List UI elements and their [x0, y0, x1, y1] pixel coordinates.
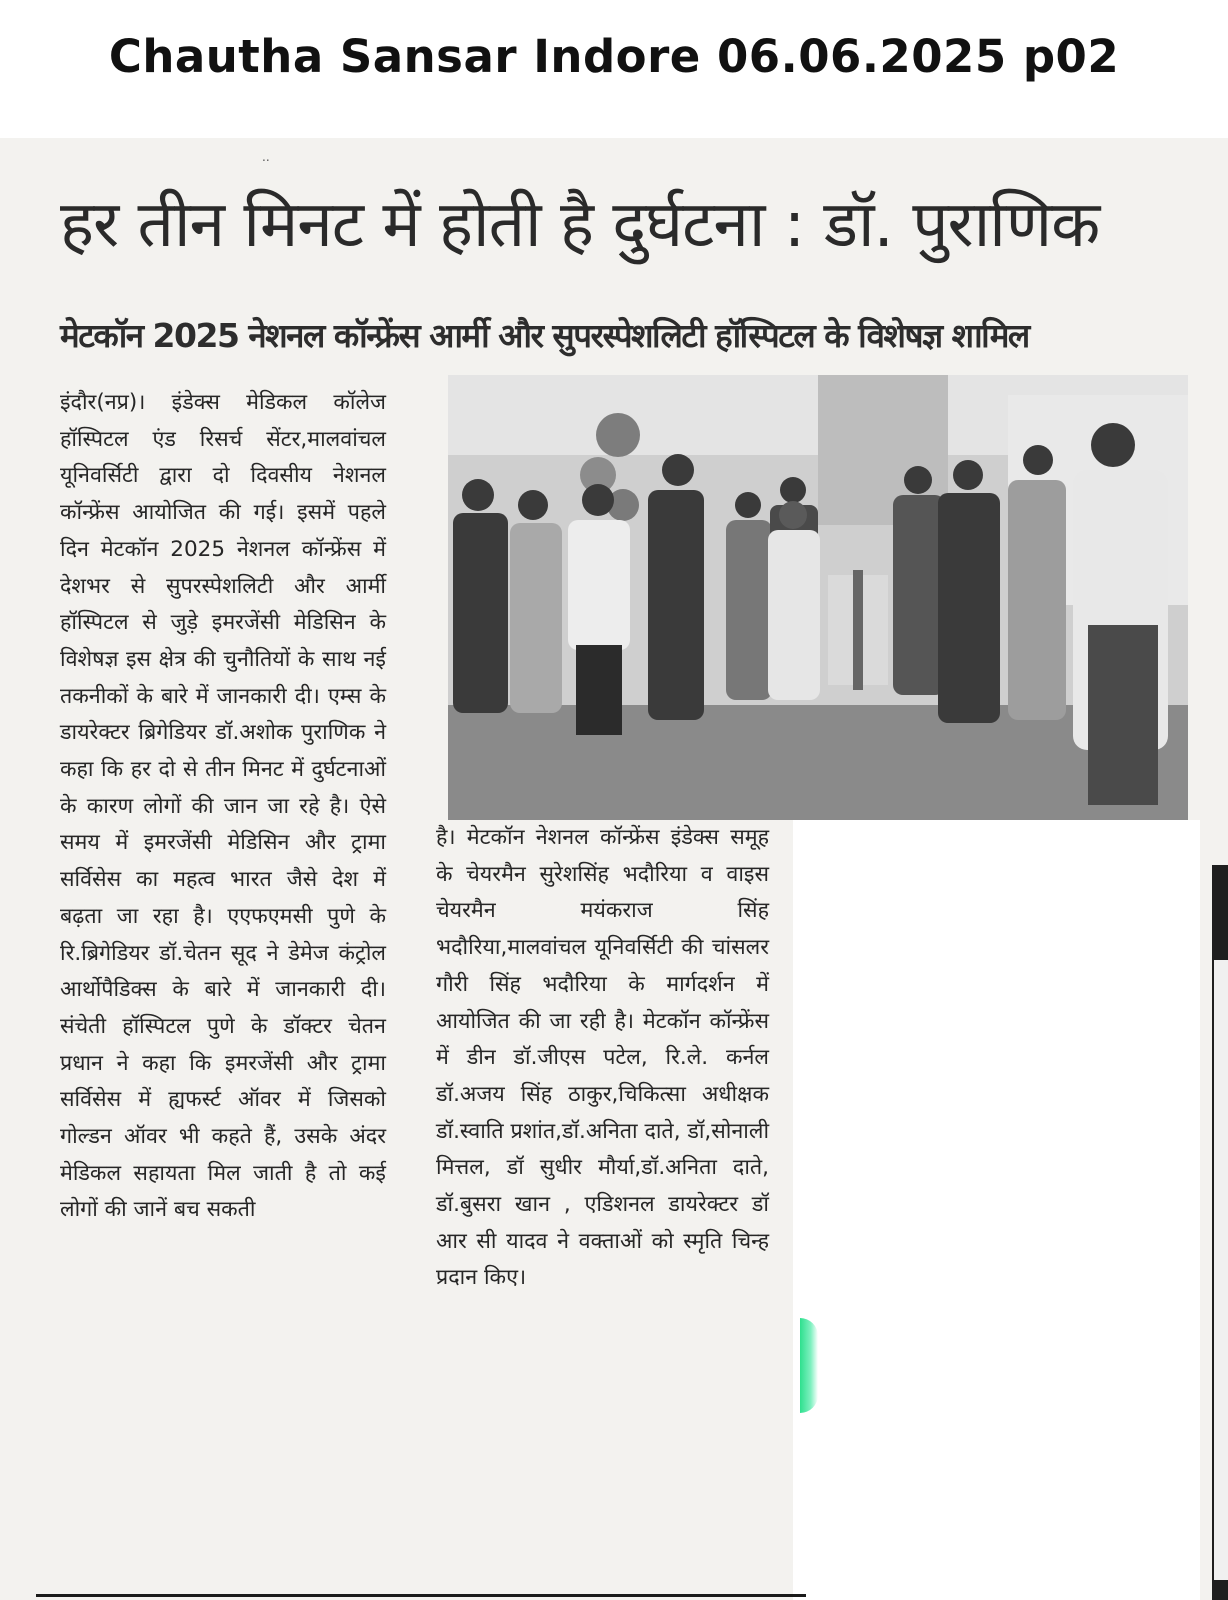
article-photo — [448, 375, 1188, 820]
headline: हर तीन मिनट में होती है दुर्घटना : डॉ. पुराणिक — [60, 188, 1100, 262]
column-rule — [36, 1594, 806, 1597]
print-mark: .. — [262, 150, 270, 164]
highlight-mark — [800, 1318, 818, 1413]
article-text-middle: है। मेटकॉन नेशनल कॉन्फ्रेंस इंडेक्स समूह के चेयरमैन सुरेशसिंह भदौरिया व वाइस चेयरमैन मयंकराज सिंह भदौरिया,मालवांचल यूनिवर्सिटी की चांसलर गौरी सिंह भदौरिया के मार्गदर्शन में आयोजित की जा रही है। मेटकॉन कॉन्फ्रेंस में डीन डॉ.जीएस पटेल, रि.ले. कर्नल डॉ.अजय सिंह ठाकुर,चिकित्सा अधीक्षक डॉ.स्वाति प्रशांत,डॉ.अनिता दाते, डॉ,सोनाली मित्तल, डॉ सुधीर मौर्या,डॉ.अनिता दाते, डॉ.बुसरा खान , एडिशनल डायरेक्टर डॉ आर सी यादव ने वक्ताओं को स्मृति चिन्ह प्रदान किए। — [436, 825, 770, 1291]
article-text-left: इंदौर(नप्र)। इंडेक्स मेडिकल कॉलेज हॉस्पिटल एंड रिसर्च सेंटर,मालवांचल यूनिवर्सिटी द्वारा दो दिवसीय नेशनल कॉन्फ्रेंस आयोजित की गई। इसमें पहले दिन मेटकॉन 2025 नेशनल कॉन्फ्रेंस में देशभर से सुपरस्पेशलिटी और आर्मी हॉस्पिटल से जुड़े इमरजेंसी मेडिसिन के विशेषज्ञ इस क्षेत्र की चुनौतियों के साथ नई तकनीकों के बारे में जानकारी दी। एम्स के डायरेक्टर ब्रिगेडियर डॉ.अशोक पुराणिक ने कहा कि हर दो से तीन मिनट में दुर्घटनाओं के कारण लोगों की जान जा रहे है। ऐसे समय में इमरजेंसी मेडिसिन और ट्रामा सर्विसेस का महत्व भारत जैसे देश में बढ़ता जा रहा है। एएफएमसी पुणे के रि.ब्रिगेडियर डॉ.चेतन सूद ने डेमेज कंट्रोल आर्थोपैडिक्स के बारे में जानकारी दी। संचेती हॉस्पिटल पुणे के डॉक्टर चेतन प्रधान ने कहा कि इमरजेंसी और ट्रामा सर्विसेस में ह्यफर्स्ट ऑवर में जिसको गोल्डन ऑवर भी कहते हैं, उसके अंदर मेडिकल सहायता मिल जाती है तो कई लोगों की जानें बच सकती — [60, 390, 386, 1223]
article-column-left — [60, 385, 386, 1229]
source-title: Chautha Sansar Indore 06.06.2025 p02 — [108, 30, 1120, 83]
scan-edge-inner — [1214, 960, 1228, 1580]
blank-area — [793, 820, 1200, 1600]
subheadline: मेटकॉन 2025 नेशनल कॉन्फ्रेंस आर्मी और सुपरस्पेशलिटी हॉस्पिटल के विशेषज्ञ शामिल — [60, 316, 1029, 355]
article-column-middle — [436, 820, 769, 1297]
